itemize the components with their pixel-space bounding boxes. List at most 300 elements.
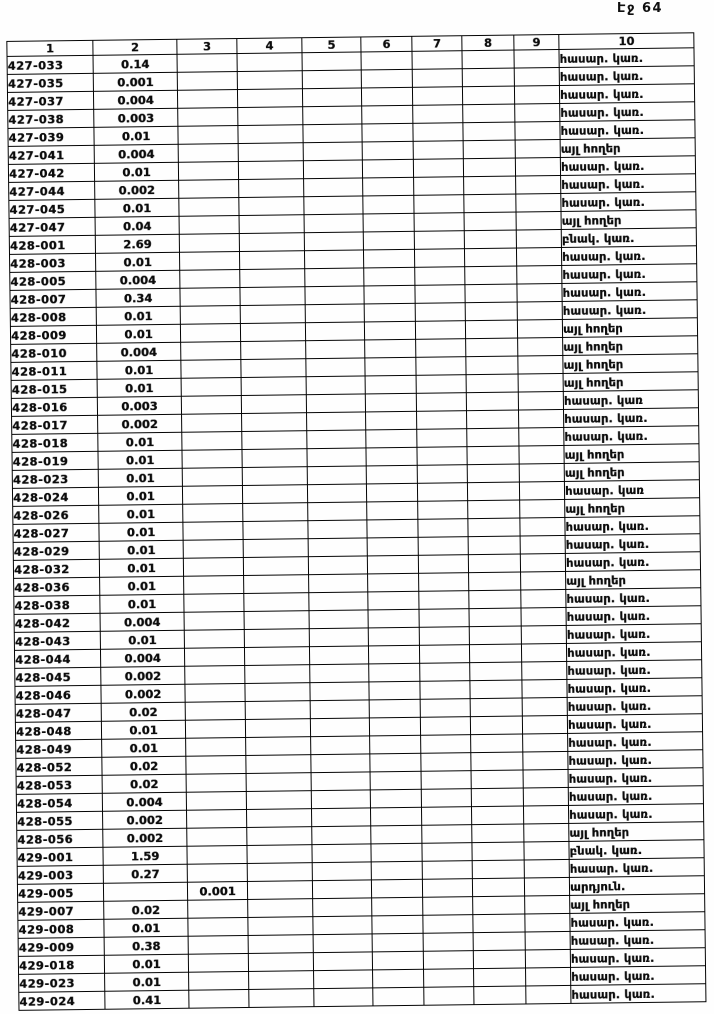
empty-col5-cell xyxy=(304,232,363,251)
parcel-code-cell: 427-045 xyxy=(9,199,95,218)
parcel-code-cell: 427-037 xyxy=(7,91,93,110)
empty-col9-cell xyxy=(520,517,565,536)
parcel-code-cell: 427-039 xyxy=(8,127,94,146)
empty-col5-cell xyxy=(303,106,362,125)
empty-col8-cell xyxy=(471,788,523,807)
empty-col7-cell xyxy=(413,141,463,160)
empty-col6-cell xyxy=(371,843,422,862)
empty-col9-cell xyxy=(521,625,566,644)
empty-col6-cell xyxy=(362,105,413,124)
empty-col9-cell xyxy=(525,913,570,932)
value-col3-cell xyxy=(185,665,245,684)
parcel-code-cell: 428-055 xyxy=(17,811,103,830)
value-col2-cell: 0.004 xyxy=(94,144,178,163)
value-col3-cell xyxy=(182,414,242,433)
value-col2-cell: 0.01 xyxy=(96,324,180,343)
parcel-code-cell: 428-016 xyxy=(11,397,97,416)
empty-col5-cell xyxy=(309,574,368,593)
empty-col9-cell xyxy=(518,355,563,374)
empty-col4-cell xyxy=(241,377,306,396)
value-col3-cell xyxy=(188,899,248,918)
zone-label-cell: այլ հողեր xyxy=(564,462,699,482)
zone-label-cell: այլ հողեր xyxy=(569,822,704,842)
empty-col5-cell xyxy=(311,754,370,773)
zone-label-cell: հասար. կառ. xyxy=(561,192,696,212)
value-col2-cell: 0.01 xyxy=(94,162,178,181)
zone-label-cell: հասար. կառ. xyxy=(561,174,696,194)
empty-col5-cell xyxy=(309,610,368,629)
empty-col6-cell xyxy=(368,573,419,592)
value-col3-cell xyxy=(179,234,239,253)
value-col3-cell xyxy=(177,54,237,73)
value-col2-cell: 0.002 xyxy=(95,180,179,199)
empty-col4-cell xyxy=(242,467,307,486)
empty-col9-cell xyxy=(525,931,570,950)
zone-label-cell: հասար. կառ. xyxy=(560,156,695,176)
value-col3-cell xyxy=(187,827,247,846)
empty-col7-cell xyxy=(417,429,467,448)
value-col2-cell: 0.01 xyxy=(104,954,188,973)
empty-col5-cell xyxy=(305,304,364,323)
parcel-code-cell: 428-018 xyxy=(12,433,98,452)
empty-col4-cell xyxy=(238,161,303,180)
value-col3-cell xyxy=(188,917,248,936)
value-col3-cell: 0.001 xyxy=(187,881,247,900)
value-col3-cell xyxy=(183,557,243,576)
empty-col4-cell xyxy=(244,575,309,594)
value-col3-cell xyxy=(189,989,249,1008)
empty-col9-cell xyxy=(516,175,561,194)
empty-col9-cell xyxy=(526,967,571,986)
empty-col4-cell xyxy=(239,215,304,234)
empty-col8-cell xyxy=(474,968,526,987)
value-col2-cell: 0.01 xyxy=(98,432,182,451)
empty-col5-cell xyxy=(314,988,373,1007)
empty-col7-cell xyxy=(419,627,469,646)
value-col2-cell: 0.01 xyxy=(95,198,179,217)
parcel-code-cell: 429-023 xyxy=(19,973,105,992)
zone-label-cell: հասար. կառ. xyxy=(568,750,703,770)
empty-col6-cell xyxy=(362,159,413,178)
empty-col5-cell xyxy=(306,340,365,359)
empty-col7-cell xyxy=(414,213,464,232)
parcel-code-cell: 429-024 xyxy=(19,991,105,1010)
empty-col6-cell xyxy=(361,51,412,70)
empty-col4-cell xyxy=(237,71,302,90)
zone-label-cell: հասար. կառ. xyxy=(567,714,702,734)
empty-col6-cell xyxy=(366,411,417,430)
empty-col6-cell xyxy=(365,375,416,394)
empty-col4-cell xyxy=(245,719,310,738)
zone-label-cell: հասար. կառ. xyxy=(559,84,694,104)
empty-col9-cell xyxy=(518,337,563,356)
empty-col6-cell xyxy=(368,591,419,610)
empty-col9-cell xyxy=(524,877,569,896)
empty-col8-cell xyxy=(468,554,520,573)
zone-label-cell: հասար. կառ. xyxy=(560,120,695,140)
empty-col8-cell xyxy=(464,212,516,231)
empty-col5-cell xyxy=(308,538,367,557)
empty-col5-cell xyxy=(308,556,367,575)
value-col2-cell: 0.01 xyxy=(98,468,182,487)
parcel-code-cell: 428-043 xyxy=(14,631,100,650)
value-col2-cell: 0.01 xyxy=(100,576,184,595)
parcel-code-cell: 427-042 xyxy=(8,163,94,182)
empty-col9-cell xyxy=(515,121,560,140)
empty-col4-cell xyxy=(246,737,311,756)
empty-col4-cell xyxy=(245,683,310,702)
empty-col4-cell xyxy=(245,701,310,720)
empty-col6-cell xyxy=(372,951,423,970)
value-col3-cell xyxy=(177,90,237,109)
empty-col6-cell xyxy=(364,303,415,322)
value-col3-cell xyxy=(184,611,244,630)
value-col3-cell xyxy=(182,432,242,451)
value-col3-cell xyxy=(184,593,244,612)
empty-col8-cell xyxy=(466,374,518,393)
value-col2-cell: 0.004 xyxy=(102,792,186,811)
empty-col8-cell xyxy=(463,122,515,141)
empty-col8-cell xyxy=(472,824,524,843)
parcel-code-cell: 428-049 xyxy=(16,739,102,758)
empty-col9-cell xyxy=(518,391,563,410)
value-col2-cell: 0.41 xyxy=(105,990,189,1009)
empty-col8-cell xyxy=(470,698,522,717)
empty-col8-cell xyxy=(474,986,526,1005)
empty-col4-cell xyxy=(244,611,309,630)
header-col-3: 3 xyxy=(177,39,237,55)
empty-col6-cell xyxy=(366,447,417,466)
empty-col4-cell xyxy=(247,863,312,882)
empty-col4-cell xyxy=(242,413,307,432)
empty-col5-cell xyxy=(305,268,364,287)
empty-col9-cell xyxy=(523,751,568,770)
parcel-code-cell: 428-015 xyxy=(11,379,97,398)
empty-col6-cell xyxy=(363,177,414,196)
empty-col7-cell xyxy=(423,897,473,916)
empty-col8-cell xyxy=(473,950,525,969)
header-col-7: 7 xyxy=(412,36,462,52)
empty-col9-cell xyxy=(516,193,561,212)
zone-label-cell: հասար. կառ. xyxy=(568,786,703,806)
empty-col5-cell xyxy=(312,862,371,881)
empty-col9-cell xyxy=(522,697,567,716)
value-col2-cell: 0.01 xyxy=(98,486,182,505)
zone-label-cell: հասար. կառ. xyxy=(565,534,700,554)
zone-label-cell: հասար. կառ. xyxy=(561,246,696,266)
empty-col8-cell xyxy=(467,482,519,501)
empty-col8-cell xyxy=(470,680,522,699)
empty-col9-cell xyxy=(523,805,568,824)
value-col2-cell: 0.34 xyxy=(96,288,180,307)
empty-col9-cell xyxy=(523,787,568,806)
parcel-code-cell: 428-052 xyxy=(16,757,102,776)
value-col3-cell xyxy=(188,935,248,954)
parcel-code-cell: 428-032 xyxy=(13,559,99,578)
value-col2-cell: 0.002 xyxy=(101,666,185,685)
zone-label-cell: հասար. կառ. xyxy=(569,858,704,878)
empty-col9-cell xyxy=(516,229,561,248)
empty-col4-cell xyxy=(249,989,314,1008)
value-col2-cell: 0.002 xyxy=(98,414,182,433)
empty-col6-cell xyxy=(372,897,423,916)
empty-col7-cell xyxy=(420,681,470,700)
empty-col7-cell xyxy=(420,717,470,736)
zone-label-cell: հասար. կառ. xyxy=(566,606,701,626)
empty-col4-cell xyxy=(239,233,304,252)
empty-col4-cell xyxy=(239,179,304,198)
empty-col4-cell xyxy=(246,773,311,792)
zone-label-cell: հասար. կառ. xyxy=(563,408,698,428)
parcel-code-cell: 427-041 xyxy=(8,145,94,164)
header-col-6: 6 xyxy=(361,36,412,52)
empty-col9-cell xyxy=(520,535,565,554)
empty-col9-cell xyxy=(521,607,566,626)
empty-col4-cell xyxy=(242,485,307,504)
empty-col8-cell xyxy=(468,518,520,537)
value-col2-cell: 0.004 xyxy=(93,90,177,109)
zone-label-cell: հասար. կառ. xyxy=(562,264,697,284)
parcel-code-cell: 429-018 xyxy=(18,955,104,974)
empty-col5-cell xyxy=(308,502,367,521)
empty-col8-cell xyxy=(466,338,518,357)
empty-col4-cell xyxy=(248,953,313,972)
empty-col5-cell xyxy=(307,466,366,485)
parcel-code-cell: 428-027 xyxy=(13,523,99,542)
empty-col6-cell xyxy=(364,285,415,304)
value-col3-cell xyxy=(184,575,244,594)
empty-col9-cell xyxy=(519,463,564,482)
empty-col9-cell xyxy=(519,427,564,446)
empty-col7-cell xyxy=(416,393,466,412)
empty-col7-cell xyxy=(421,771,471,790)
zone-label-cell: հասար. կառ. xyxy=(565,552,700,572)
empty-col8-cell xyxy=(469,644,521,663)
value-col3-cell xyxy=(178,126,238,145)
empty-col6-cell xyxy=(367,555,418,574)
zone-label-cell: բնակ. կառ. xyxy=(569,840,704,860)
zone-label-cell: հասար. կառ. xyxy=(566,624,701,644)
value-col3-cell xyxy=(186,773,246,792)
empty-col6-cell xyxy=(363,249,414,268)
empty-col7-cell xyxy=(418,519,468,538)
empty-col4-cell xyxy=(237,89,302,108)
value-col2-cell: 0.01 xyxy=(101,720,185,739)
empty-col7-cell xyxy=(418,537,468,556)
empty-col7-cell xyxy=(416,357,466,376)
zone-label-cell: հասար. կառ. xyxy=(570,948,705,968)
parcel-code-cell: 429-005 xyxy=(17,883,103,902)
value-col2-cell: 0.003 xyxy=(97,396,181,415)
empty-col8-cell xyxy=(466,356,518,375)
empty-col5-cell xyxy=(302,70,361,89)
header-col-1: 1 xyxy=(7,40,93,56)
value-col2-cell: 0.01 xyxy=(95,252,179,271)
empty-col5-cell xyxy=(311,808,370,827)
empty-col9-cell xyxy=(517,283,562,302)
parcel-code-cell: 429-009 xyxy=(18,937,104,956)
empty-col6-cell xyxy=(361,69,412,88)
empty-col6-cell xyxy=(370,771,421,790)
empty-col6-cell xyxy=(370,807,421,826)
empty-col4-cell xyxy=(238,107,303,126)
empty-col5-cell xyxy=(310,700,369,719)
empty-col5-cell xyxy=(313,934,372,953)
empty-col7-cell xyxy=(423,951,473,970)
empty-col7-cell xyxy=(416,375,466,394)
value-col2-cell: 0.01 xyxy=(96,306,180,325)
value-col2-cell: 0.01 xyxy=(99,540,183,559)
empty-col5-cell xyxy=(309,646,368,665)
value-col3-cell xyxy=(180,288,240,307)
zone-label-cell: հասար. կառ. xyxy=(560,102,695,122)
zone-label-cell: արդյուն. xyxy=(569,876,704,896)
empty-col9-cell xyxy=(514,85,559,104)
empty-col4-cell xyxy=(246,755,311,774)
header-col-5: 5 xyxy=(302,37,361,53)
empty-col7-cell xyxy=(413,159,463,178)
empty-col6-cell xyxy=(372,933,423,952)
empty-col9-cell xyxy=(524,841,569,860)
parcel-code-cell: 427-044 xyxy=(9,181,95,200)
empty-col7-cell xyxy=(419,573,469,592)
empty-col8-cell xyxy=(467,428,519,447)
value-col2-cell: 0.002 xyxy=(103,828,187,847)
empty-col7-cell xyxy=(413,123,463,142)
parcel-code-cell: 428-010 xyxy=(11,343,97,362)
empty-col4-cell xyxy=(248,917,313,936)
empty-col6-cell xyxy=(363,213,414,232)
empty-col7-cell xyxy=(422,825,472,844)
empty-col9-cell xyxy=(518,373,563,392)
empty-col7-cell xyxy=(417,465,467,484)
empty-col7-cell xyxy=(417,447,467,466)
empty-col5-cell xyxy=(303,160,362,179)
zone-label-cell: բնակ. կառ. xyxy=(561,228,696,248)
parcel-code-cell: 428-003 xyxy=(10,253,96,272)
empty-col6-cell xyxy=(363,195,414,214)
empty-col6-cell xyxy=(372,915,423,934)
header-col-2: 2 xyxy=(93,39,177,55)
empty-col8-cell xyxy=(468,536,520,555)
empty-col9-cell xyxy=(516,211,561,230)
zone-label-cell: հասար. կառ. xyxy=(559,48,694,68)
value-col3-cell xyxy=(185,701,245,720)
empty-col4-cell xyxy=(246,809,311,828)
empty-col5-cell xyxy=(313,916,372,935)
empty-col5-cell xyxy=(313,898,372,917)
empty-col8-cell xyxy=(464,194,516,213)
empty-col8-cell xyxy=(469,626,521,645)
zone-label-cell: հասար. կառ. xyxy=(566,642,701,662)
empty-col7-cell xyxy=(423,915,473,934)
value-col3-cell xyxy=(183,521,243,540)
empty-col6-cell xyxy=(369,717,420,736)
parcel-code-cell: 428-054 xyxy=(16,793,102,812)
empty-col6-cell xyxy=(373,987,424,1006)
table-body xyxy=(7,48,706,1011)
empty-col5-cell xyxy=(311,772,370,791)
empty-col7-cell xyxy=(422,843,472,862)
empty-col9-cell xyxy=(516,247,561,266)
empty-col9-cell xyxy=(524,823,569,842)
empty-col6-cell xyxy=(368,627,419,646)
empty-col6-cell xyxy=(363,231,414,250)
empty-col8-cell xyxy=(471,770,523,789)
value-col2-cell: 0.01 xyxy=(99,522,183,541)
empty-col7-cell xyxy=(417,411,467,430)
value-col3-cell xyxy=(187,845,247,864)
empty-col9-cell xyxy=(515,139,560,158)
empty-col5-cell xyxy=(312,880,371,899)
empty-col4-cell xyxy=(248,899,313,918)
empty-col6-cell xyxy=(366,483,417,502)
parcel-code-cell: 428-053 xyxy=(16,775,102,794)
value-col3-cell xyxy=(179,252,239,271)
empty-col4-cell xyxy=(244,647,309,666)
value-col2-cell: 0.004 xyxy=(100,648,184,667)
zone-label-cell: այլ հողեր xyxy=(561,210,696,230)
zone-label-cell: հասար. կառ. xyxy=(562,300,697,320)
empty-col7-cell xyxy=(422,879,472,898)
empty-col7-cell xyxy=(418,501,468,520)
empty-col8-cell xyxy=(467,464,519,483)
empty-col8-cell xyxy=(473,932,525,951)
empty-col4-cell xyxy=(241,359,306,378)
parcel-code-cell: 428-005 xyxy=(10,271,96,290)
zone-label-cell: այլ հողեր xyxy=(565,498,700,518)
empty-col5-cell xyxy=(308,520,367,539)
empty-col4-cell xyxy=(248,935,313,954)
empty-col5-cell xyxy=(312,844,371,863)
empty-col8-cell xyxy=(473,914,525,933)
empty-col7-cell xyxy=(420,663,470,682)
empty-col6-cell xyxy=(366,429,417,448)
empty-col8-cell xyxy=(469,590,521,609)
value-col3-cell xyxy=(180,324,240,343)
empty-col9-cell xyxy=(520,499,565,518)
zone-label-cell: հասար. կառ. xyxy=(564,426,699,446)
parcel-code-cell: 428-056 xyxy=(17,829,103,848)
empty-col7-cell xyxy=(415,303,465,322)
empty-col7-cell xyxy=(419,609,469,628)
empty-col5-cell xyxy=(311,790,370,809)
empty-col6-cell xyxy=(369,699,420,718)
empty-col4-cell xyxy=(249,971,314,990)
empty-col4-cell xyxy=(247,881,312,900)
empty-col7-cell xyxy=(424,987,474,1006)
empty-col7-cell xyxy=(423,933,473,952)
empty-col5-cell xyxy=(313,952,372,971)
empty-col8-cell xyxy=(471,752,523,771)
value-col3-cell xyxy=(185,683,245,702)
page-number-label: Էջ 64 xyxy=(617,1,664,16)
empty-col4-cell xyxy=(243,503,308,522)
empty-col5-cell xyxy=(304,196,363,215)
parcel-code-cell: 427-033 xyxy=(7,55,93,74)
header-col-8: 8 xyxy=(462,35,514,51)
empty-col6-cell xyxy=(366,465,417,484)
empty-col7-cell xyxy=(412,69,462,88)
empty-col5-cell xyxy=(307,484,366,503)
value-col2-cell: 0.01 xyxy=(97,378,181,397)
empty-col4-cell xyxy=(240,323,305,342)
empty-col4-cell xyxy=(237,53,302,72)
empty-col4-cell xyxy=(245,665,310,684)
empty-col9-cell xyxy=(514,67,559,86)
empty-col6-cell xyxy=(371,861,422,880)
parcel-code-cell: 428-011 xyxy=(11,361,97,380)
